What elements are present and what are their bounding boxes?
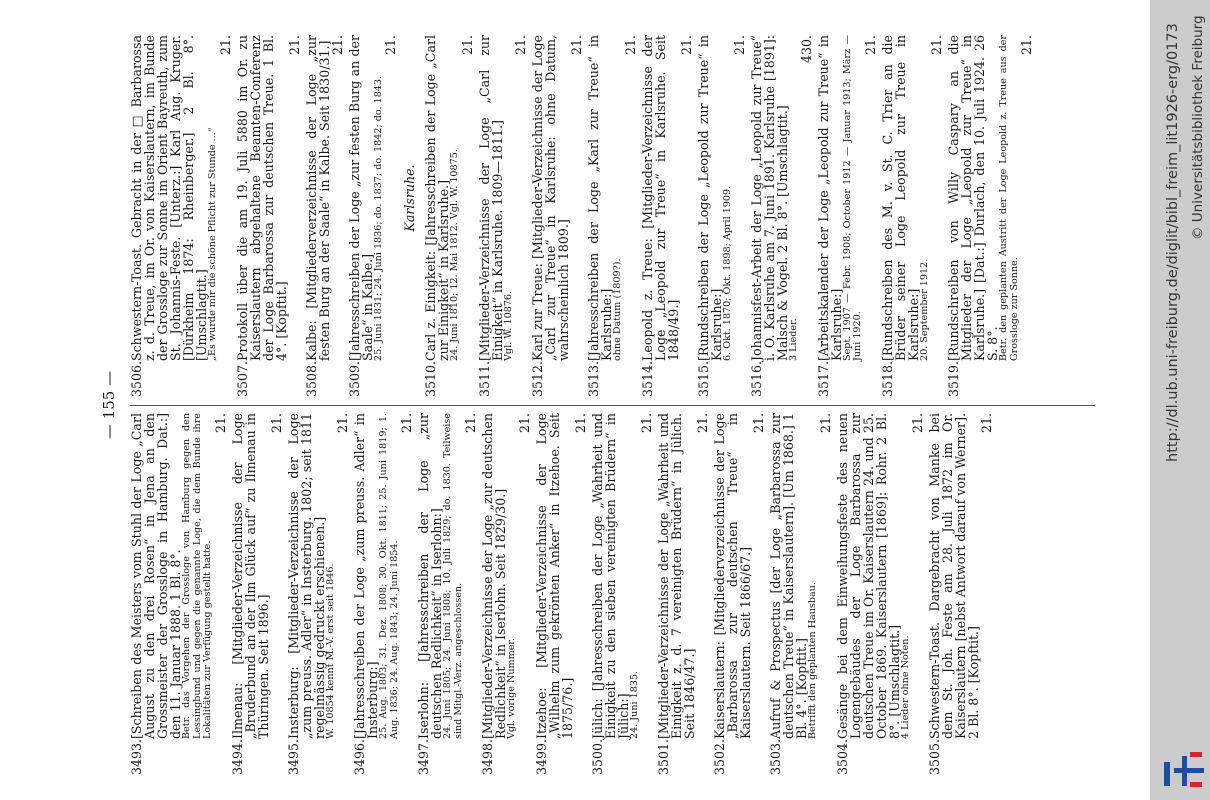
entry-number: 3503.: [768, 738, 783, 775]
section-heading: Karlsruhe.: [402, 164, 417, 232]
entry-number: 3506.: [129, 360, 144, 397]
entry-number: 3504.: [834, 738, 850, 775]
entry-pages: 21.: [212, 413, 228, 434]
entry-pages: 21.: [383, 35, 398, 56]
entry-text: Schwestern-Toast. Gebracht in der □ Barbarossa z. d. Treue, im Or. von Kaiserslautern, im Bunde der Grossloge zur Sonne im Orient Bayreuth, zum St. Johannis-Feste. [Unterz.:] Karl Aug. Kruger. [Dürkheim 1874: Rheinberger.] 2 Bl. 8°. [Umschlagtit.]: [129, 35, 209, 361]
entry-pages: 21.: [217, 35, 233, 56]
source-url[interactable]: http://dl.ub.uni-freiburg.de/diglit/bibl_freim_lit1926-erg/0173: [1165, 23, 1181, 462]
entry-pages: 21.: [639, 413, 654, 434]
entry-number: 3517.: [815, 360, 831, 397]
entry-pages: 21.: [979, 413, 994, 434]
entry-note: Betrifft den geplanten Hausbau.: [807, 582, 818, 739]
entry-text: Karl zur Treue: [Mitglieder-Verzeichnisse der Loge „Carl zur Treue“ in Karlsruhe: ohne Datum, wahrscheinlich 1809.]: [530, 35, 571, 361]
entry-number: 3493.: [129, 738, 144, 775]
entry-pages: 21.: [329, 35, 345, 56]
entry-number: 3494.: [229, 738, 245, 775]
entry-pages: 21.: [862, 35, 878, 56]
entry-note: 24. Juni 1835.: [628, 670, 640, 739]
entry-note: W. 10854 kennt M.-V. erst seit 1846.: [324, 563, 336, 739]
entry-note: Betr. den geplanten Austritt der Loge Leopold z. Treue aus der Grossloge zur Sonne.: [998, 35, 1020, 361]
entry-number: 3495.: [285, 738, 301, 775]
entry-pages: 21.: [817, 413, 833, 434]
entry-note: Vgl. vorige Nummer.: [506, 638, 517, 739]
entry-number: 3497.: [416, 738, 431, 775]
entry-pages: 21.: [268, 413, 284, 434]
entry-pages: 430.: [798, 35, 814, 64]
entry-pages: 21.: [678, 35, 694, 56]
entry-pages: 21.: [622, 35, 638, 56]
entry-note: Sept. 1907 — Febr. 1908; October 1912 — Januar 1913; März — Juni 1920.: [841, 35, 863, 361]
entry-note: 25. Aug. 1803; 31. Dez. 1808; 30. Okt. 1811; 25. Juni 1819; 1. Aug. 1836; 24. Aug. 1843; 24. Juni 1854.: [378, 413, 400, 739]
entry-text: Aufruf & Prospectus [der Loge „Barbarossa zur deutschen Treue“ in Kaiserslautern]. [Um 1868.] 1 Bl. 4°. [Kopftit.]: [768, 413, 809, 739]
entry-number: 3502.: [712, 738, 727, 775]
entry-number: 3518.: [879, 360, 895, 397]
entry-text: Gesänge bei dem Einweihungsfeste des neuen Logengebäudes der Loge Barbarossa zur deutschen Treue im Or. Kaiserslautern 24. und 25. October 1869. Kaiserslautern [1869]: Rohr. 2 Bl. 8°. [Umschlagtit.]: [834, 413, 902, 739]
entry-number: 3500.: [589, 738, 605, 775]
entry-pages: 21.: [399, 413, 414, 434]
entry-text: Itzehoe: [Mitglieder-Verzeichnisse der Loge „Wilhelm zum gekrönten Anker“ in Itzehoe. Seit 1875/76.]: [533, 413, 575, 739]
entry-text: Iserlohn: [Jahresschreiben der Loge „zur deutschen Redlichkeit“ in Iserlohn:]: [416, 413, 444, 739]
entry-text: Carl z. Einigkeit: [Jahresschreiben der Loge „Carl zur Einigkeit“ in Karlsruhe.]: [423, 35, 451, 361]
entry-number: 3516.: [749, 360, 764, 397]
entry-pages: 21.: [695, 413, 710, 434]
entry-pages: 21.: [463, 413, 478, 434]
entry-pages: 21.: [732, 35, 747, 56]
page-number: — 155 —: [100, 370, 118, 440]
entry-pages: 21.: [286, 35, 302, 56]
entry-number: 3515.: [695, 360, 711, 397]
entry-text: [Mitglieder-Verzeichnisse der Loge „Carl zur Einigkeit“ in Karlsruhe. 1809—1811.]: [476, 35, 505, 361]
entry-text: [Mitglieder-Verzeichnisse der Loge „zur deutschen Redlichkeit“ in Iserlohn. Seit 1829/30.]: [480, 413, 508, 739]
entry-note: 3 Lieder.: [788, 318, 799, 361]
entry-pages: 21.: [910, 413, 925, 434]
entry-text: [Rundschreiben der Loge „Leopold zur Treue“ in Karlsruhe:]: [695, 35, 724, 361]
entry-text: [Jahresschreiben der Loge „zur festen Burg an der Saale“ in Kalbe.]: [346, 35, 375, 361]
entry-pages: 21.: [1019, 35, 1034, 56]
entry-note: 20. September 1912.: [918, 258, 930, 361]
entry-number: 3505.: [927, 738, 942, 775]
entry-text: Leopold z. Treue: [Mitglieder-Verzeichnisse der Loge „Leopold zur Treue“ in Karlsruhe. Seit 1848/49.]: [639, 35, 681, 361]
entry-note: 25. Juni 1831; 24. Juni 1836; do. 1837; do. 1842; do. 1843.: [372, 75, 384, 361]
entry-note: 24. Juni 1810; 12. Mai 1812. Vgl. W. 10875.: [449, 149, 460, 361]
entry-text: [Rundschreiben des M. v. St. C. Trier an die Brüder seiner Loge Leopold zur Treue in Karlsruhe:]: [879, 35, 921, 361]
entry-number: 3509.: [346, 360, 362, 397]
entry-number: 3496.: [352, 738, 367, 775]
ub-freiburg-logo-icon: [1162, 748, 1204, 790]
entry-number: 3501.: [656, 738, 671, 775]
entry-note: Vgl. W. 10876.: [502, 290, 514, 361]
entry-text: Jülich: [Jahresschreiben der Loge „Wahrheit und Einigkeit zu den sieben vereinigten Brüdern“ in Jülich:]: [589, 413, 631, 739]
entry-text: Kalbe: [Mitgliederverzeichnisse der Loge „zur festen Burg an der Saale“ in Kalbe. Seit 1830/31.]: [303, 35, 332, 361]
entry-pages: 21.: [335, 413, 350, 434]
entry-note: Betr. das Vorgehen der Grossloge von Hamburg gegen den Lessingbund und gegen die genannte Loge, die dem Bunde ihre Lokalitäten zur Verfügung gestellt hatte.: [181, 413, 213, 739]
entry-pages: 21.: [569, 35, 584, 56]
entry-text: [Jahresschreiben der Loge „zum preuss. Adler“ in Insterburg:]: [352, 413, 380, 739]
entry-text: Kaiserslautern: [Mitgliederverzeichnisse der Loge „Barbarossa zur deutschen Treue“ in Kaiserslautern. Seit 1866/67.]: [712, 413, 753, 739]
entry-note: 4 Lieder ohne Noten.: [899, 635, 911, 739]
entry-text: Ilmenau: [Mitglieder-Verzeichnisse der Loge „Bruderbund an der Ilm Glück auf“ zu Ilmenau in Thüringen. Seit 1896.]: [229, 413, 271, 739]
entry-pages: 21.: [572, 413, 588, 434]
entry-text: Johannisfest-Arbeit der Loge „Leopold zur Treue“ i. O. Karlsruhe am 7. Juni 1891. Karlsruhe [1891]: Malsch & Vogel. 2 Bl. 8°. [Umschlagtit.]: [749, 35, 790, 361]
entry-number: 3508.: [303, 360, 319, 397]
entry-text: [Arbeitskalender der Loge „Leopold zur Treue“ in Karlsruhe:]: [815, 35, 844, 361]
entry-text: [Mitglieder-Verzeichnisse der Loge „Wahrheit und Einigkeit z. d. 7 vereinigten Brüdern“ in Jülich. Seit 1846/47.]: [656, 413, 697, 739]
entry-text: Protokoll über die am 19. Juli 5880 im Or. zu Kaiserslautern abgehaltene Beamten-Conferenz der Loge Barbarossa zur deutschen Treue. 1 Bl. 4°. [Kopftit.]: [234, 35, 289, 361]
entry-number: 3510.: [423, 360, 438, 397]
entry-note: ohne Datum (1809?).: [612, 258, 623, 361]
entry-number: 3498.: [480, 738, 495, 775]
entry-text: [Rundschreiben von Willy Caspary an die Mitglieder der Loge „Leopold zur Treue“ in Karlsruhe.] [Dat.:] Durlach, den 10. Juli 1924. 26 S. 8°.: [946, 35, 1000, 361]
entry-number: 3519.: [946, 360, 961, 397]
entry-note: 6. Okt. 1870; Okt. 1898; April 1909.: [721, 185, 733, 361]
entry-pages: 21.: [751, 413, 766, 434]
entry-note: 24. Juni 1805; 24. Juni 1808; 10. Juli 1829; do. 1830. Teilweise sind Mitgl.-Verz. angeschlossen.: [442, 413, 464, 739]
entry-note: „Es wurde mir die schöne Pflicht zur Stunde ...“: [207, 127, 218, 361]
entry-number: 3507.: [234, 360, 250, 397]
entry-number: 3512.: [530, 360, 545, 397]
entry-text: Schwestern-Toast. Dargebracht von Manke bei dem St. Joh. Feste am 28. Juli 1872 im Or. Kaiserslautern [nebst Antwort darauf von Werner]. 2 Bl. 8°. [Kopftit.]: [927, 413, 981, 739]
entry-pages: 21.: [516, 413, 532, 434]
entry-number: 3514.: [639, 360, 655, 397]
entry-pages: 21.: [513, 35, 528, 56]
entry-pages: 21.: [459, 35, 475, 56]
entry-text: [Jahresschreiben der Loge „Karl zur Treue“ in Karlsruhe:]: [586, 35, 614, 361]
entry-number: 3511.: [476, 360, 492, 397]
entry-text: [Schreiben des Meisters vom Stuhl der Loge „Carl August zu den drei Rosen“ in Jena an den Grossmeister der Grossloge in Hamburg. Dat.:] den 11. Januar 1888. 1 Bl. 8°.: [129, 413, 183, 739]
entry-text: Insterburg: [Mitglieder-Verzeichnisse der Loge „zum preuss. Adler“ in Insterburg. 1802; seit 1811 regelmässig gedruckt erschienen.]: [285, 413, 327, 739]
copyright-notice: © Universitätsbibliothek Freiburg: [1190, 15, 1206, 240]
entry-number: 3513.: [586, 360, 601, 397]
entry-number: 3499.: [533, 738, 549, 775]
entry-pages: 21.: [929, 35, 944, 56]
